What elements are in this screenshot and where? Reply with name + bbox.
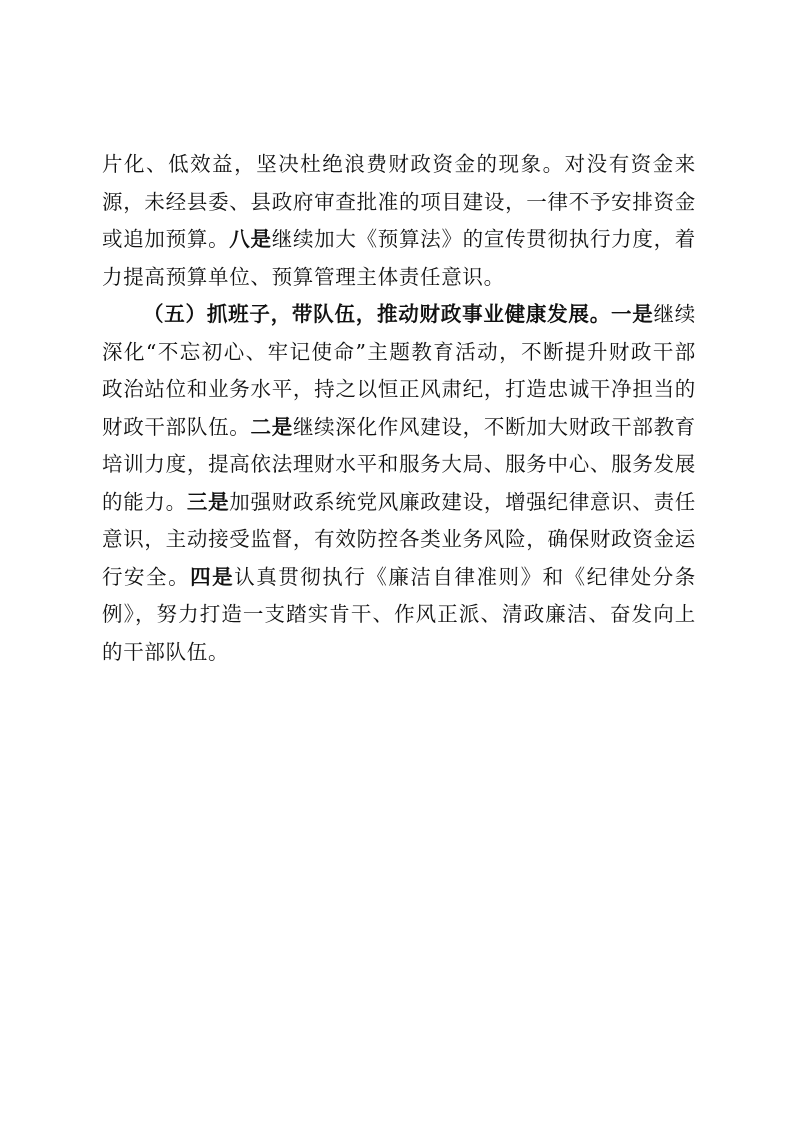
section-heading-five: （五）抓班子，带队伍，推动财政事业健康发展。 bbox=[143, 302, 611, 326]
text-run: 继续加大《预算法》的宣传贯彻执行力度，着力提高预算单位、预算管理主体责任意识。 bbox=[102, 227, 697, 289]
item-marker-eight: 八是 bbox=[229, 227, 272, 251]
paragraph-budget-management bbox=[102, 146, 696, 296]
item-marker-two: 二是 bbox=[250, 414, 293, 439]
item-marker-three: 三是 bbox=[186, 489, 230, 514]
text-run: 认真贯彻执行《廉洁自律准则》和《纪律处分条例》，努力打造一支踏实肯干、作风正派、清政廉洁、奋发向上的干部队伍。 bbox=[102, 564, 696, 664]
text-run: 加强财政系统党风廉政建设，增强纪律意识、责任意识，主动接受监督，有效防控各类业务风险，确保财政资金运行安全。 bbox=[102, 489, 696, 589]
item-marker-four: 四是 bbox=[190, 564, 235, 589]
text-run: 继续深化“不忘初心、牢记使命”主题教育活动，不断提升财政干部政治站位和业务水平，持之以恒正风肃纪，打造忠诚干净担当的财政干部队伍。 bbox=[102, 302, 696, 439]
text-run: 继续深化作风建设，不断加大财政干部教育培训力度，提高依法理财水平和服务大局、服务中心、服务发展的能力。 bbox=[102, 414, 696, 514]
paragraph-team-building bbox=[102, 296, 696, 671]
item-marker-one: 一是 bbox=[610, 302, 654, 326]
text-run: 片化、低效益，坚决杜绝浪费财政资金的现象。对没有资金来源，未经县委、县政府审查批准的项目建设，一律不予安排资金或追加预算。 bbox=[102, 152, 696, 251]
document-body bbox=[102, 146, 696, 671]
